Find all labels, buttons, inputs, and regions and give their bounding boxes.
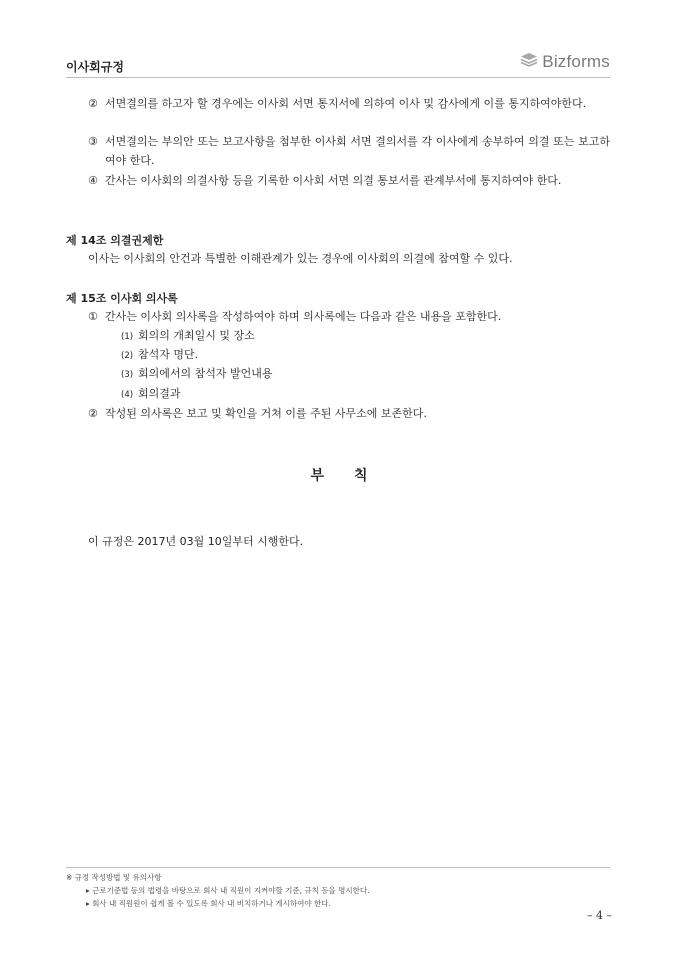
article15-subitem: [121, 345, 198, 366]
item-number: ①: [88, 310, 98, 323]
page-number: – 4 –: [587, 909, 612, 922]
subitem-number: (4): [121, 390, 134, 400]
article15-title: 제 15조 이사회 의사록: [66, 292, 178, 305]
subitem-number: (2): [121, 351, 134, 361]
footer-divider: [66, 867, 610, 868]
article13-item-3: [88, 132, 610, 170]
item-number: ②: [88, 407, 98, 420]
stacked-layers-icon: [520, 52, 538, 72]
brand-name: Bizforms: [542, 52, 610, 71]
addendum-heading-char: 부: [310, 468, 326, 484]
item-number: ②: [88, 97, 98, 110]
item-text: 작성된 의사록은 보고 및 확인을 거쳐 이를 주된 사무소에 보존한다.: [105, 407, 427, 420]
item-number: ③: [88, 135, 98, 148]
article14-title: 제 14조 의결권제한: [66, 234, 164, 247]
item-text: 서면결의는 부의안 또는 보고사항을 첨부한 이사회 서면 결의서를 각 이사에게 송부하여 의결 또는 보고하여야 한다.: [105, 135, 610, 167]
article14-body-text: 이사는 이사회의 안건과 특별한 이해관계가 있는 경우에 이사회의 의결에 참여할 수 있다.: [88, 252, 513, 265]
article13-item-4: [88, 171, 610, 190]
header-divider: [66, 77, 610, 78]
subitem-number: (1): [121, 332, 134, 342]
document-title: 이사회규정: [66, 60, 124, 74]
article15-item-2: [88, 404, 610, 423]
footnote-title: ※ 규정 작성방법 및 유의사항: [66, 873, 162, 882]
addendum-heading: [0, 465, 680, 485]
item-text: 간사는 이사회 의사록을 작성하여야 하며 의사록에는 다음과 같은 내용을 포함한다.: [105, 310, 502, 323]
subitem-text: 회의의 개최일시 및 장소: [138, 329, 255, 342]
addendum-body: [88, 532, 610, 551]
footnote-item: ▸ 근로기준법 등의 법령을 바탕으로 회사 내 직원이 지켜야할 기준, 규칙 등을 명시한다.: [86, 886, 370, 895]
subitem-text: 회의결과: [138, 387, 181, 400]
brand-logo: [520, 52, 610, 72]
subitem-text: 회의에서의 참석자 발언내용: [138, 367, 273, 380]
footnote-item: ▸ 회사 내 직원원이 쉽게 볼 수 있도록 회사 내 비치하거나 게시하여야 한다.: [86, 899, 331, 908]
article15-subitem: [121, 364, 273, 385]
article15-subitem: [121, 326, 255, 347]
addendum-heading-char: 칙: [354, 468, 370, 484]
article13-item-2: [88, 94, 610, 113]
article15-item-1: [88, 307, 610, 326]
subitem-number: (3): [121, 370, 134, 380]
item-text: 간사는 이사회의 의결사항 등을 기록한 이사회 서면 의결 통보서를 관계부서에 통지하여야 한다.: [105, 174, 562, 187]
item-number: ④: [88, 174, 98, 187]
subitem-text: 참석자 명단.: [138, 348, 199, 361]
item-text: 서면결의를 하고자 할 경우에는 이사회 서면 통지서에 의하여 이사 및 감사에게 이를 통지하여야한다.: [105, 97, 587, 110]
addendum-body-text: 이 규정은 2017년 03월 10일부터 시행한다.: [88, 535, 304, 548]
article14-body: [88, 249, 610, 268]
article15-subitem: [121, 384, 181, 405]
